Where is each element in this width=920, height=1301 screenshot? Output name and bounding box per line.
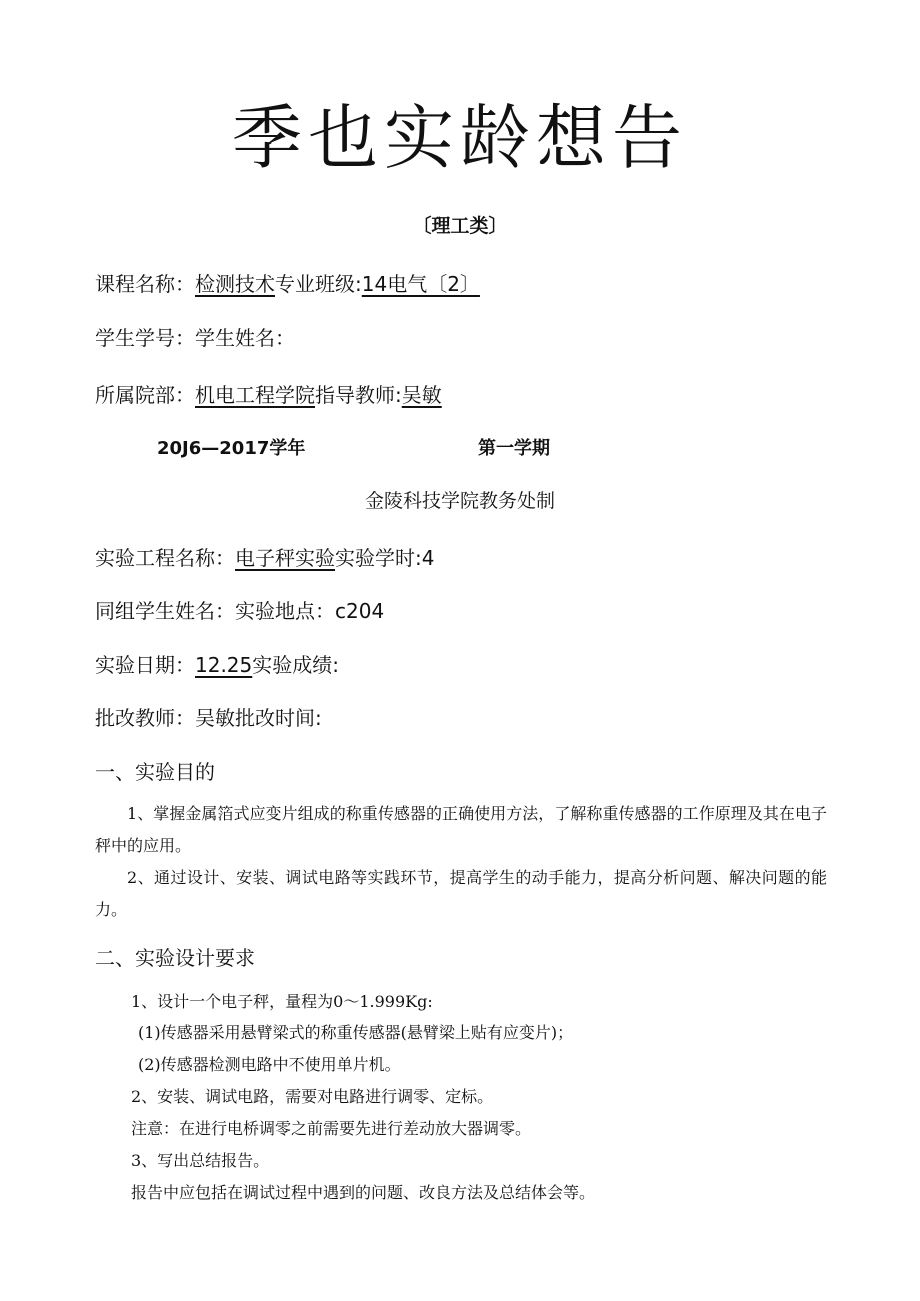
date-line [95, 650, 339, 680]
project-name: 电子秤实验 [235, 546, 335, 570]
hours-value: 4 [421, 546, 435, 570]
requirement-note: 注意：在进行电桥调零之前需要先进行差动放大器调零。 [131, 1119, 532, 1138]
project-label: 实验工程名称： [95, 546, 235, 570]
requirement-item: 2、安装、调试电路，需要对电路进行调零、定标。 [131, 1087, 494, 1106]
academic-year: 20J6—2017学年 [157, 438, 306, 459]
requirement-item: 1、设计一个电子秤，量程为0～1.999Kg: [131, 992, 433, 1011]
department-name: 机电工程学院 [195, 383, 315, 407]
location-value: c204 [335, 599, 385, 623]
date-value: 12.25 [195, 653, 253, 677]
class-value: 14电气〔2〕 [361, 272, 480, 296]
grade-time-label: 批改时间: [235, 706, 322, 730]
requirement-item: (1)传感器采用悬臂梁式的称重传感器(悬臂梁上贴有应变片)； [138, 1023, 574, 1042]
department-label: 所属院部： [95, 383, 195, 407]
group-line [95, 596, 384, 626]
objective-paragraph-2: 2、通过设计、安装、调试电路等实践环节，提高学生的动手能力，提高分析问题、解决问题的能力。 [95, 868, 827, 919]
requirement-item: (2)传感器检测电路中不使用单片机。 [138, 1055, 401, 1074]
student-name-label: 学生姓名： [195, 326, 295, 350]
hours-label: 实验学时: [335, 546, 422, 570]
course-line [95, 269, 480, 299]
requirement-item: 3、写出总结报告。 [131, 1151, 270, 1170]
semester: 第一学期 [478, 438, 550, 459]
report-category: 〔理工类〕 [412, 215, 508, 237]
class-label: 专业班级: [275, 272, 362, 296]
section-requirements-heading: 二、实验设计要求 [95, 946, 255, 970]
objective-paragraph-1: 1、掌握金属箔式应变片组成的称重传感器的正确使用方法，了解称重传感器的工作原理及其在电子秤中的应用。 [95, 804, 827, 855]
department-line [95, 380, 442, 410]
score-label: 实验成绩: [252, 653, 340, 677]
grader-line [95, 703, 322, 733]
course-name: 检测技术 [195, 272, 275, 296]
teacher-name: 吴敏 [401, 383, 442, 407]
date-label: 实验日期： [95, 653, 195, 677]
grader-label: 批改教师： [95, 706, 195, 730]
grader-name: 吴敏 [195, 706, 235, 730]
section-objectives-heading: 一、实验目的 [95, 760, 215, 784]
teacher-label: 指导教师: [315, 383, 402, 407]
requirement-item: 报告中应包括在调试过程中遇到的问题、改良方法及总结体会等。 [131, 1183, 596, 1202]
course-label: 课程名称： [95, 272, 195, 296]
issuer: 金陵科技学院教务处制 [364, 490, 555, 512]
student-line [95, 323, 295, 353]
group-label: 同组学生姓名： [95, 599, 235, 623]
report-title: 季也实龄想告 [232, 97, 688, 179]
student-id-label: 学生学号： [95, 326, 195, 350]
location-label: 实验地点： [235, 599, 335, 623]
project-line [95, 543, 434, 573]
